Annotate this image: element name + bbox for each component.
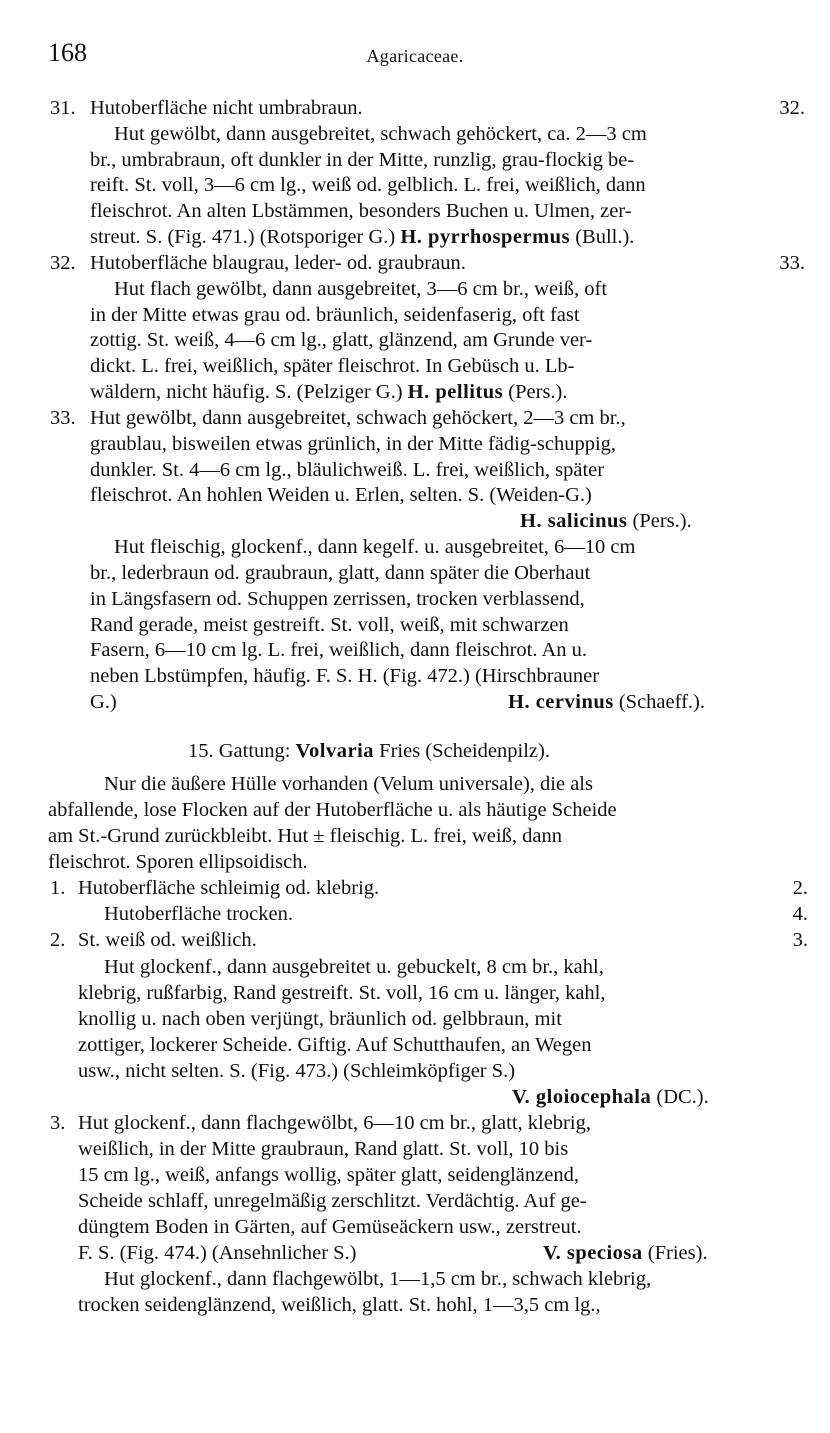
key-reference: 4.	[792, 903, 808, 925]
text-line	[0, 1266, 830, 1292]
text-line	[0, 560, 830, 586]
key-text: Hutoberfläche blaugrau, leder- od. graubraun.	[90, 252, 466, 274]
text-line	[0, 198, 830, 224]
species-name: V. speciosa	[543, 1242, 643, 1264]
key-text: Hut glockenf., dann flachgewölbt, 6—10 cm br., glatt, klebrig,	[78, 1112, 591, 1134]
text-line	[0, 586, 830, 612]
text-line	[0, 954, 830, 980]
line-text: in Längsfasern od. Schuppen zerrissen, trocken verblassend,	[90, 588, 585, 610]
line-text: Fasern, 6—10 cm lg. L. frei, weißlich, dann fleischrot. An u.	[90, 639, 588, 661]
text-line	[0, 1032, 830, 1058]
page-number: 168	[48, 38, 87, 67]
line-text: fleischrot. Sporen ellipsoidisch.	[48, 851, 308, 873]
key-number: 2.	[50, 929, 66, 951]
key-number: 3.	[50, 1112, 66, 1134]
species-author: (Schaeff.).	[613, 691, 705, 713]
text-line	[0, 508, 830, 534]
text-line	[0, 1162, 830, 1188]
key-text: Hutoberfläche trocken.	[104, 903, 293, 925]
text-line	[0, 1136, 830, 1162]
species-name: V. gloiocephala	[512, 1086, 652, 1108]
line-text: neben Lbstümpfen, häufig. F. S. H. (Fig. 472.) (Hirschbrauner	[90, 665, 600, 687]
species-author: (Bull.).	[570, 226, 635, 248]
text-line	[0, 457, 830, 483]
species-author: (Pers.).	[627, 510, 692, 532]
line-text: in der Mitte etwas grau od. bräunlich, seidenfaserig, oft fast	[90, 304, 580, 326]
line-text: knollig u. nach oben verjüngt, bräunlich od. gelbbraun, mit	[78, 1008, 562, 1030]
text-line	[0, 1188, 830, 1214]
line-text: usw., nicht selten. S. (Fig. 473.) (Schleimköpfiger S.)	[78, 1060, 516, 1082]
line-text: dickt. L. frei, weißlich, später fleischrot. In Gebüsch u. Lb-	[90, 355, 575, 377]
species-author: (Fries).	[642, 1242, 708, 1264]
species-name: H. salicinus	[520, 510, 628, 532]
genus-number: 15. Gattung:	[188, 740, 296, 762]
text-line	[0, 980, 830, 1006]
key-number: 1.	[50, 877, 66, 899]
key-reference: 2.	[792, 877, 808, 899]
line-text: Rand gerade, meist gestreift. St. voll, weiß, mit schwarzen	[90, 614, 569, 636]
line-text: Hut flach gewölbt, dann ausgebreitet, 3—6 cm br., weiß, oft	[114, 278, 608, 300]
line-text: F. S. (Fig. 474.) (Ansehnlicher S.)	[78, 1242, 357, 1264]
key-number: 31.	[50, 97, 76, 119]
line-text: G.)	[90, 691, 117, 713]
line-text: br., umbrabraun, oft dunkler in der Mitte, runzlig, grau-flockig be-	[90, 149, 635, 171]
text-line	[0, 1214, 830, 1240]
genus-name: Volvaria	[295, 740, 375, 762]
text-line	[0, 276, 830, 302]
species-line	[512, 1084, 709, 1110]
key-line	[0, 901, 830, 927]
key-reference: 32.	[779, 97, 805, 119]
text-line	[0, 482, 830, 508]
line-text: düngtem Boden in Gärten, auf Gemüseäckern usw., zerstreut.	[78, 1216, 582, 1238]
text-line	[0, 1292, 830, 1318]
text-line	[0, 637, 830, 663]
text-line	[0, 379, 830, 405]
key-line	[0, 95, 830, 121]
line-text: Scheide schlaff, unregelmäßig zerschlitzt. Verdächtig. Auf ge-	[78, 1190, 587, 1212]
line-text: Hut gewölbt, dann ausgebreitet, schwach gehöckert, ca. 2—3 cm	[114, 123, 647, 145]
genus-heading-text	[188, 738, 550, 764]
text-line	[0, 1058, 830, 1084]
line-text: am St.-Grund zurückbleibt. Hut ± fleischig. L. frei, weiß, dann	[48, 825, 562, 847]
line-text: zottig. St. weiß, 4—6 cm lg., glatt, glänzend, am Grunde ver-	[90, 329, 593, 351]
text-line	[0, 534, 830, 560]
line-text	[90, 379, 568, 405]
line-text: fleischrot. An hohlen Weiden u. Erlen, selten. S. (Weiden-G.)	[90, 484, 592, 506]
line-text: Hut glockenf., dann flachgewölbt, 1—1,5 cm br., schwach klebrig,	[104, 1268, 652, 1290]
line-text	[90, 224, 634, 250]
genus-heading	[0, 738, 830, 764]
line-text: br., lederbraun od. graubraun, glatt, dann später die Oberhaut	[90, 562, 591, 584]
text-line	[0, 172, 830, 198]
key-text: Hutoberfläche nicht umbrabraun.	[90, 97, 363, 119]
key-text: Hutoberfläche schleimig od. klebrig.	[78, 877, 380, 899]
line-text: abfallende, lose Flocken auf der Hutoberfläche u. als häutige Scheide	[48, 799, 617, 821]
line-text: zottiger, lockerer Scheide. Giftig. Auf Schutthaufen, an Wegen	[78, 1034, 592, 1056]
key-reference: 3.	[792, 929, 808, 951]
text-line	[0, 224, 830, 250]
line-text: dunkler. St. 4—6 cm lg., bläulichweiß. L. frei, weißlich, später	[90, 459, 605, 481]
key-line	[0, 927, 830, 953]
text-line	[0, 689, 830, 715]
species-line	[520, 508, 692, 534]
running-head: Agaricaceae.	[366, 46, 464, 66]
species-author: (Pers.).	[503, 381, 568, 403]
key-line	[0, 875, 830, 901]
text-line	[0, 771, 830, 797]
text-line	[0, 327, 830, 353]
line-text-part: wäldern, nicht häufig. S. (Pelziger G.)	[90, 381, 408, 403]
text-line	[0, 1006, 830, 1032]
key-text: St. weiß od. weißlich.	[78, 929, 257, 951]
species-author: (DC.).	[651, 1086, 709, 1108]
key-number: 32.	[50, 252, 76, 274]
species-name: H. pyrrhospermus	[400, 226, 571, 248]
line-text: fleischrot. An alten Lbstämmen, besonders Buchen u. Ulmen, zer-	[90, 200, 632, 222]
text-line	[0, 849, 830, 875]
line-text: Nur die äußere Hülle vorhanden (Velum universale), die als	[104, 773, 593, 795]
line-text-part: streut. S. (Fig. 471.) (Rotsporiger G.)	[90, 226, 401, 248]
species-line	[508, 689, 705, 715]
line-text: weißlich, in der Mitte graubraun, Rand glatt. St. voll, 10 bis	[78, 1138, 569, 1160]
line-text: Hut fleischig, glockenf., dann kegelf. u. ausgebreitet, 6—10 cm	[114, 536, 636, 558]
line-text: 15 cm lg., weiß, anfangs wollig, später glatt, seidenglänzend,	[78, 1164, 579, 1186]
key-line	[0, 250, 830, 276]
species-name: H. cervinus	[508, 691, 614, 713]
text-line	[0, 823, 830, 849]
species-line	[543, 1240, 708, 1266]
key-reference: 33.	[779, 252, 805, 274]
text-line	[0, 302, 830, 328]
text-line	[0, 612, 830, 638]
line-text: Hut glockenf., dann ausgebreitet u. gebuckelt, 8 cm br., kahl,	[104, 956, 604, 978]
text-line	[0, 147, 830, 173]
text-line	[0, 797, 830, 823]
line-text: trocken seidenglänzend, weißlich, glatt. St. hohl, 1—3,5 cm lg.,	[78, 1294, 601, 1316]
genus-author: Fries (Scheidenpilz).	[374, 740, 550, 762]
text-line	[0, 121, 830, 147]
key-text: Hut gewölbt, dann ausgebreitet, schwach gehöckert, 2—3 cm br.,	[90, 407, 626, 429]
key-line	[0, 1110, 830, 1136]
line-text: graublau, bisweilen etwas grünlich, in der Mitte fädig-schuppig,	[90, 433, 617, 455]
text-line	[0, 663, 830, 689]
line-text: klebrig, rußfarbig, Rand gestreift. St. voll, 16 cm u. länger, kahl,	[78, 982, 606, 1004]
line-text: reift. St. voll, 3—6 cm lg., weiß od. gelblich. L. frei, weißlich, dann	[90, 174, 646, 196]
text-line	[0, 353, 830, 379]
key-number: 33.	[50, 407, 76, 429]
page-header	[48, 38, 782, 70]
text-line	[0, 1084, 830, 1110]
key-line	[0, 405, 830, 431]
species-name: H. pellitus	[407, 381, 504, 403]
text-line	[0, 431, 830, 457]
text-line	[0, 1240, 830, 1266]
